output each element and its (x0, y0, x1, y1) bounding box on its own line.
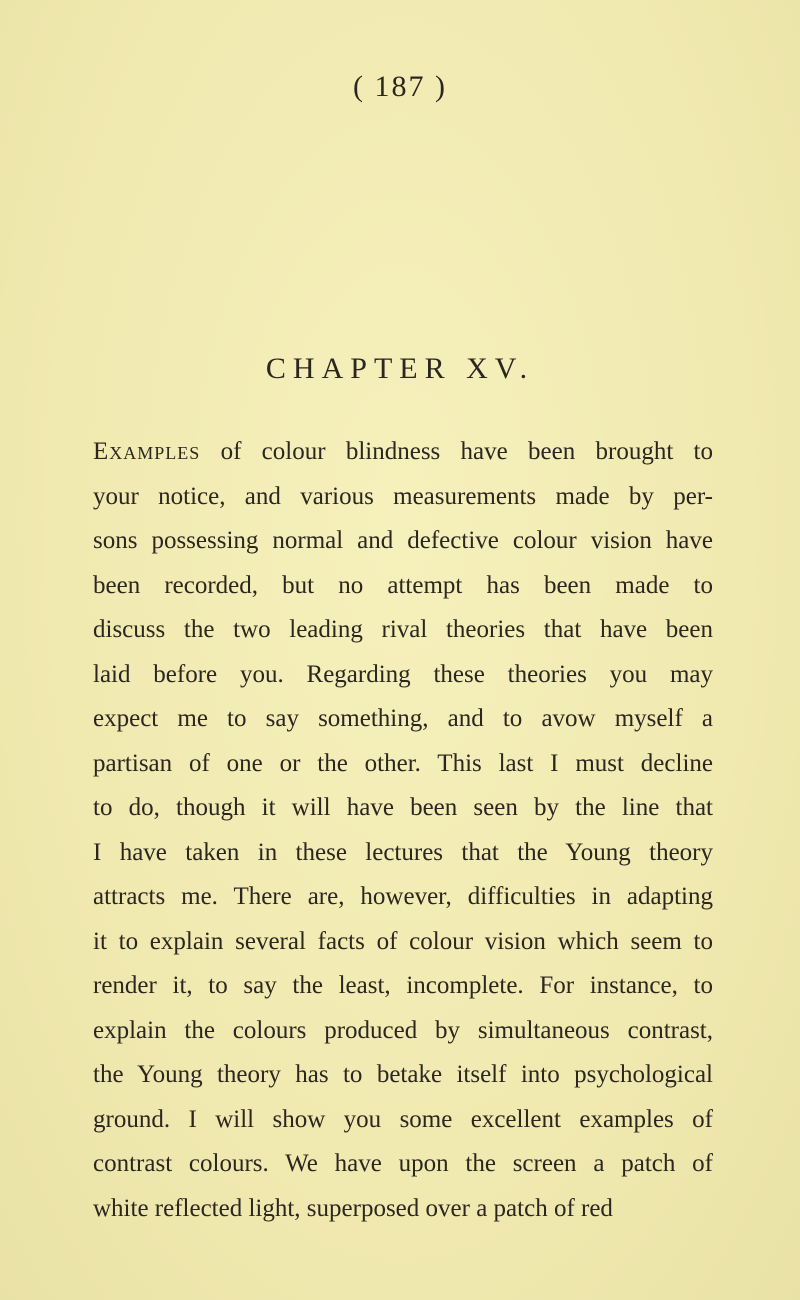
text-line: it to explain several facts of colour vision which seem to (93, 927, 713, 955)
text-line: contrast colours. We have upon the screen a patch of (93, 1150, 713, 1177)
text-line: discuss the two leading rival theories that have been (93, 616, 713, 643)
text-line: expect me to say something, and to avow myself a (93, 705, 713, 732)
text-line: explain the colours produced by simultaneous contrast, (93, 1016, 713, 1044)
chapter-heading: CHAPTER XV. (265, 352, 535, 385)
text-line: I have taken in these lectures that the Young theory (93, 838, 713, 866)
text-line: laid before you. Regarding these theories you may (93, 660, 713, 688)
text-line: to do, though it will have been seen by the line that (93, 794, 713, 821)
text-line: render it, to say the least, incomplete. For instance, to (93, 972, 713, 999)
text-line: partisan of one or the other. This last I must decline (93, 749, 713, 777)
text-line: white reflected light, superposed over a patch of red (93, 1194, 613, 1222)
opening-word: Examples (93, 438, 201, 465)
text-line: ground. I will show you some excellent examples of (93, 1105, 713, 1133)
text-line: the Young theory has to betake itself into psychological (93, 1061, 713, 1088)
text-line: attracts me. There are, however, difficulties in adapting (93, 883, 713, 910)
text-line: your notice, and various measurements made by per- (93, 482, 713, 510)
page-number: ( 187 ) (353, 70, 447, 103)
text-line (93, 430, 713, 475)
body-text (93, 430, 713, 1231)
text-line: sons possessing normal and defective colour vision have (93, 527, 713, 554)
text-line: been recorded, but no attempt has been made to (93, 571, 713, 599)
text-line-content: of colour blindness have been brought to (200, 438, 713, 465)
